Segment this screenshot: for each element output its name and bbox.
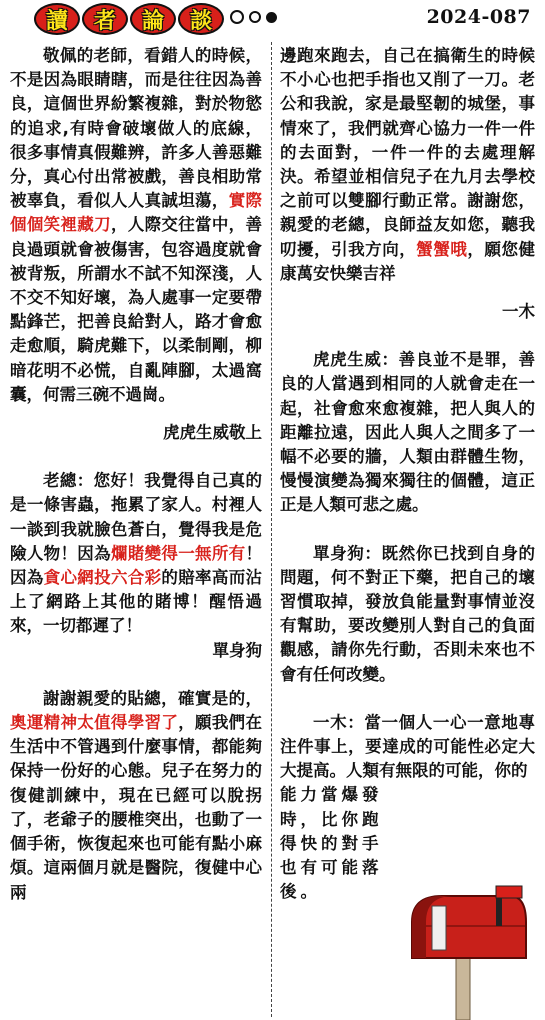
- title-char: 者: [82, 3, 128, 35]
- column-title: [34, 3, 224, 35]
- letter-paragraph: 敬佩的老師，看錯人的時候，不是因為眼睛瞎，而是往往因為善良，這個世界紛繁複雜，對於物慾的追求,有時會破壞做人的底線，很多事情真假難辨，許多人善惡難分，真心付出常被戲，善良相助常被辜負，看似人人真誠坦蕩，實際個個笑裡藏刀，人際交往當中，善良過頭就會被傷害，包容過度就會被背叛，所謂水不試不知深淺，人不交不知好壞，為人處事一定要帶點鋒芒，把善良給對人，路才會愈走愈順，騎虎難下，以柔制剛，柳暗花明不必慌，自亂陣腳，太過窩囊，何需三碗不過崗。: [10, 46, 263, 404]
- reply-paragraph: 單身狗：既然你已找到自身的問題，何不對正下藥，把自己的壞習慣取掉，發放負能量對事情並沒有幫助，要改變別人對自己的負面觀感，請你先行動，否則未來也不會有任何改變。: [280, 543, 535, 684]
- title-char: 論: [130, 3, 176, 35]
- right-column: [280, 44, 535, 905]
- letter-signature: 虎虎生威敬上: [163, 423, 262, 443]
- letter-paragraph: 邊跑來跑去，自己在搞衛生的時候不小心也把手指也又削了一刀。老公和我說，家是最堅韌的城堡，事情來了，我們就齊心協力一件一件的去面對，一件一件的去處理解決。希望並相信兒子在九月去學校之前可以雙腳行動正常。謝謝您，親愛的老總，良師益友如您，聽我叨擾，引我方向，蟹蟹哦，願您健康萬安快樂吉祥: [280, 46, 536, 283]
- circle-outline-icon: [230, 10, 244, 24]
- issue-number: 2024-087: [426, 6, 531, 28]
- decorative-dots: [230, 10, 277, 24]
- letter-paragraph: 謝謝親愛的貼總，確實是的，奧運精神太值得學習了，願我們在生活中不管遇到什麼事情，都能夠保持一份好的心態。兒子在努力的復健訓練中，現在已經可以脫拐了，老爺子的腰椎突出，也動了一個手術，恢復起來也可能有點小麻煩。這兩個月就是醫院，復健中心兩: [10, 688, 263, 902]
- circle-outline-icon: [249, 11, 261, 23]
- mailbox-icon: [402, 882, 532, 1020]
- letter-signature: 單身狗: [212, 640, 262, 660]
- circle-filled-icon: [266, 12, 277, 23]
- title-char: 讀: [34, 3, 80, 35]
- header: [0, 0, 545, 38]
- title-char: 談: [178, 3, 224, 35]
- letter-signature: 一木: [502, 302, 535, 322]
- letter-paragraph: 老總：您好！我覺得自己真的是一條害蟲，拖累了家人。村裡人一談到我就臉色蒼白，覺得我是危險人物！因為爛賭變得一無所有！因為貪心網投六合彩的賠率高而沾上了網路上其他的賭博！醒悟過來，一切都遲了！: [10, 471, 263, 636]
- left-column: [10, 44, 262, 905]
- reply-paragraph: 一木：當一個人一心一意地專注件事上，要達成的可能性必定大大提高。人類有無限的可能，你的 能力當爆發 時，比你跑 得快的對手 也有可能落 後。: [280, 712, 535, 902]
- column-divider: [271, 42, 272, 1017]
- reply-paragraph: 虎虎生威：善良並不是罪，善良的人當遇到相同的人就會走在一起，社會愈來愈複雜，把人與人的距離拉遠，因此人與人之間多了一幅不必要的牆，人類由群體生物，慢慢演變為獨來獨往的個體，這正正是人類可悲之處。: [280, 350, 535, 515]
